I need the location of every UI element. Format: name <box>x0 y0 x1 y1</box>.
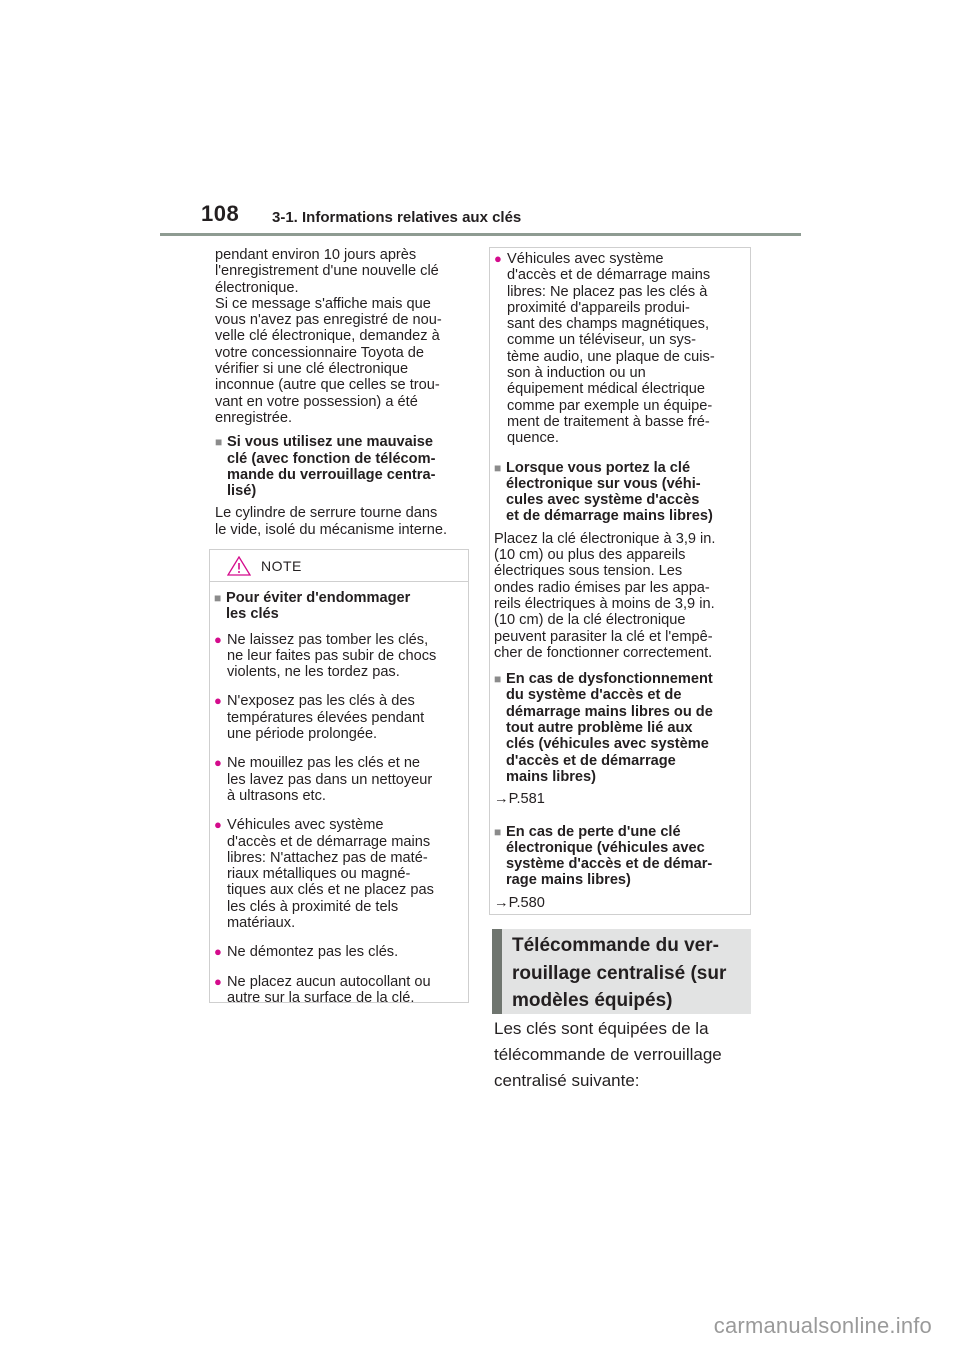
text-line: Les clés sont équipées de la <box>494 1019 709 1038</box>
text-line: clé (avec fonction de télécom- <box>227 450 436 467</box>
text-line: sant des champs magnétiques, <box>507 316 709 333</box>
text-line: libres: Ne placez pas les clés à <box>507 283 708 300</box>
text-line: inconnue (autre que celles se trou- <box>215 377 440 394</box>
text-line: électronique sur vous (véhi- <box>506 475 701 492</box>
text-line: Ne placez aucun autocollant ou <box>227 973 431 990</box>
text-line: électronique (véhicules avec <box>506 839 705 856</box>
text-line: Le cylindre de serrure tourne dans <box>215 505 438 522</box>
note-bullet <box>214 974 460 1007</box>
text-line: vous n'avez pas enregistré de nou- <box>215 312 442 329</box>
text-line: d'accès et de démarrage mains <box>227 833 431 850</box>
text-line: d'accès et de démarrage <box>506 752 676 769</box>
text-line: Véhicules avec système <box>507 251 664 267</box>
text-line: d'accès et de démarrage mains <box>507 267 711 284</box>
page-reference-link[interactable] <box>494 791 742 807</box>
right-paragraph <box>494 531 742 661</box>
text-line: électronique. <box>215 279 299 296</box>
text-line: vérifier si une clé électronique <box>215 361 409 378</box>
text-line: ne leur faites pas subir de chocs <box>227 647 437 664</box>
text-line: le vide, isolé du mécanisme interne. <box>215 521 447 538</box>
heading-line: modèles équipés) <box>512 990 673 1011</box>
text-line: et de démarrage mains libres) <box>506 508 713 525</box>
text-line: rage mains libres) <box>506 872 631 889</box>
arrow-right-icon: → <box>494 791 509 808</box>
text-line: riaux métalliques ou magné- <box>227 866 411 883</box>
sub-heading-lost-key <box>494 824 742 889</box>
left-paragraph-3 <box>215 505 470 538</box>
text-line: électriques sous tension. Les <box>494 563 683 580</box>
note-bullet <box>214 632 460 681</box>
text-line: les clés <box>226 606 279 623</box>
square-bullet-icon: ■ <box>215 435 223 450</box>
square-bullet-icon: ■ <box>494 824 502 839</box>
bullet-dot-icon: ● <box>214 817 222 833</box>
text-line: velle clé électronique, demandez à <box>215 328 440 345</box>
page-reference: P.580 <box>508 894 545 911</box>
text-line: du système d'accès et de <box>506 687 682 704</box>
sub-heading-wrong-key <box>215 434 470 499</box>
text-line: mains libres) <box>506 768 597 785</box>
warning-triangle-icon <box>227 556 251 576</box>
text-line: Lorsque vous portez la clé <box>506 459 691 476</box>
text-line: une période prolongée. <box>227 726 378 743</box>
text-line: système d'accès et de démar- <box>506 856 713 873</box>
bullet-dot-icon: ● <box>214 755 222 771</box>
page-reference-link[interactable] <box>494 895 742 911</box>
section-heading <box>492 929 751 1014</box>
text-line: En cas de dysfonctionnement <box>506 671 713 688</box>
text-line: Ne laissez pas tomber les clés, <box>227 631 429 648</box>
page-reference: P.581 <box>508 791 545 808</box>
header-rule <box>160 233 801 236</box>
text-line: comme par exemple un équipe- <box>507 397 713 414</box>
text-line: ondes radio émises par les appa- <box>494 579 710 596</box>
text-line: Si ce message s'affiche mais que <box>215 295 431 312</box>
section-title: 3-1. Informations relatives aux clés <box>272 209 522 226</box>
text-line: centralisé suivante: <box>494 1071 640 1090</box>
bullet-dot-icon: ● <box>214 944 222 960</box>
text-line: Ne mouillez pas les clés et ne <box>227 755 421 772</box>
note-label: NOTE <box>261 558 302 574</box>
text-line: tout autre problème lié aux <box>506 720 693 737</box>
note-header <box>210 550 468 582</box>
square-bullet-icon: ■ <box>494 672 502 687</box>
text-line: autre sur la surface de la clé. <box>227 989 415 1006</box>
text-line: Si vous utilisez une mauvaise <box>227 434 434 451</box>
text-line: votre concessionnaire Toyota de <box>215 344 425 361</box>
text-line: températures élevées pendant <box>227 709 425 726</box>
intro-paragraph <box>494 1016 754 1094</box>
text-line: vant en votre possession) a été <box>215 393 418 410</box>
note-bullet <box>214 693 460 742</box>
page-number: 108 <box>201 201 240 226</box>
left-column <box>215 247 470 538</box>
note-box <box>209 549 469 1006</box>
right-note-box <box>489 247 751 915</box>
arrow-right-icon: → <box>494 894 509 911</box>
note-bullet <box>214 755 460 804</box>
left-paragraph-1 <box>215 247 470 426</box>
text-line: l'enregistrement d'une nouvelle clé <box>215 263 439 280</box>
text-line: N'exposez pas les clés à des <box>227 693 415 710</box>
text-line: libres: N'attachez pas de maté- <box>227 849 428 866</box>
bullet-dot-icon: ● <box>494 251 502 266</box>
text-line: mande du verrouillage centra- <box>227 466 436 483</box>
text-line: quence. <box>507 430 559 447</box>
right-bullet <box>494 251 742 447</box>
note-bullet <box>214 944 460 960</box>
text-line: (10 cm) ou plus des appareils <box>494 547 686 564</box>
text-line: reils électriques à moins de 3,9 in. <box>494 595 715 612</box>
text-line: proximité d'appareils produi- <box>507 299 690 316</box>
note-bullet <box>214 817 460 931</box>
text-line: peuvent parasiter la clé et l'empê- <box>494 628 713 645</box>
heading-line: Télécommande du ver- <box>512 935 719 956</box>
text-line: comme un téléviseur, un sys- <box>507 332 696 349</box>
text-line: cules avec système d'accès <box>506 492 700 509</box>
watermark: carmanualsonline.info <box>713 1313 932 1338</box>
text-line: En cas de perte d'une clé <box>506 823 681 840</box>
sub-heading-malfunction <box>494 671 742 785</box>
text-line: son à induction ou un <box>507 365 646 382</box>
text-line: Véhicules avec système <box>227 817 384 834</box>
bullet-dot-icon: ● <box>214 973 222 989</box>
text-line: violents, ne les tordez pas. <box>227 664 400 681</box>
text-line: à ultrasons etc. <box>227 787 326 804</box>
sub-heading-wearing-key <box>494 460 742 525</box>
text-line: lisé) <box>227 483 257 500</box>
text-line: (10 cm) de la clé électronique <box>494 612 686 629</box>
text-line: matériaux. <box>227 915 296 932</box>
square-bullet-icon: ■ <box>494 460 502 475</box>
bullet-dot-icon: ● <box>214 631 222 647</box>
text-line: enregistrée. <box>215 409 293 426</box>
text-line: démarrage mains libres ou de <box>506 703 713 720</box>
text-line: télécommande de verrouillage <box>494 1045 722 1064</box>
text-line: les clés à proximité de tels <box>227 898 399 915</box>
heading-line: rouillage centralisé (sur <box>512 962 727 984</box>
text-line: Placez la clé électronique à 3,9 in. <box>494 530 716 547</box>
text-line: pendant environ 10 jours après <box>215 247 417 263</box>
text-line: cher de fonctionner correctement. <box>494 644 713 661</box>
note-sub-heading <box>214 590 460 623</box>
text-line: équipement médical électrique <box>507 381 705 398</box>
text-line: ment de traitement à basse fré- <box>507 413 710 430</box>
text-line: clés (véhicules avec système <box>506 736 709 753</box>
text-line: les lavez pas dans un nettoyeur <box>227 771 433 788</box>
text-line: Ne démontez pas les clés. <box>227 944 399 961</box>
text-line: Pour éviter d'endommager <box>226 590 411 606</box>
bullet-dot-icon: ● <box>214 693 222 709</box>
text-line: tème audio, une plaque de cuis- <box>507 348 715 365</box>
square-bullet-icon: ■ <box>214 591 222 605</box>
text-line: tiques aux clés et ne placez pas <box>227 882 434 899</box>
